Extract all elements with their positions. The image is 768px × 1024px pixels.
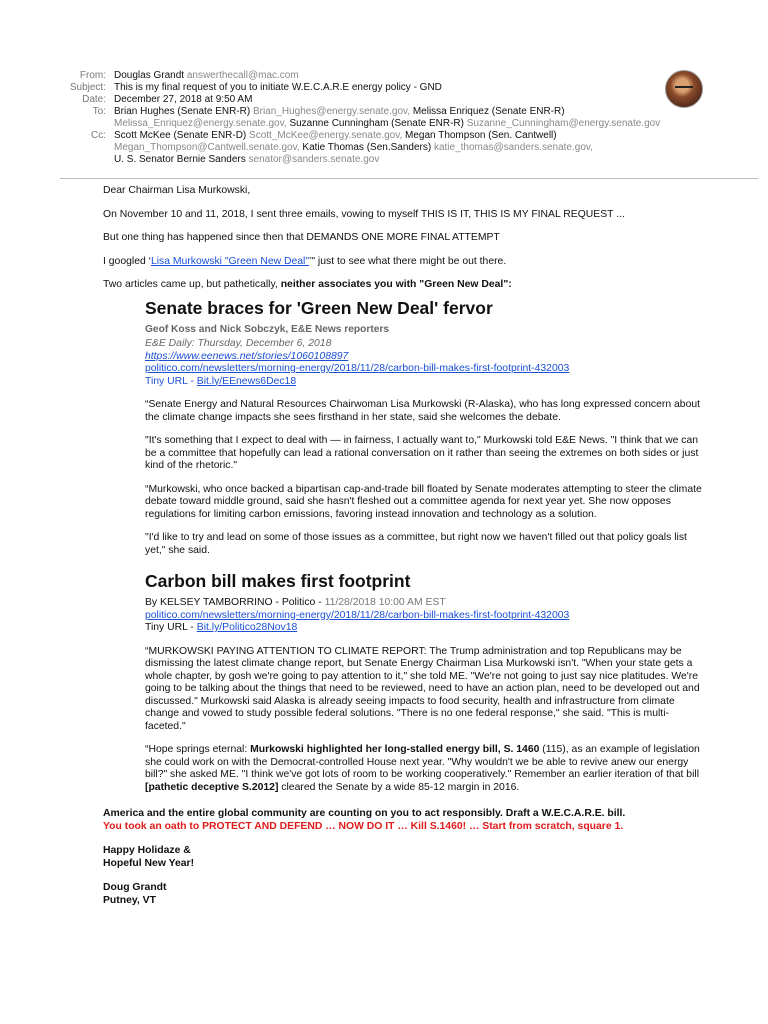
closing-line: America and the entire global community are counting on you to act responsibly. Draft a W.E.C.A.R.E. bill. (103, 808, 626, 819)
bold-text: neither associates you with "Green New Deal": (280, 279, 512, 290)
signoff-line: Happy Holidaze & (103, 845, 191, 856)
cc-email[interactable]: Megan_Thompson@Cantwell.senate.gov, (114, 142, 300, 153)
recipient-email[interactable]: Suzanne_Cunningham@energy.senate.gov (466, 118, 661, 129)
article-byline (145, 597, 705, 610)
tiny-url-label: Tiny URL - (145, 622, 197, 633)
paragraph: But one thing has happened since then that DEMANDS ONE MORE FINAL ATTEMPT (103, 232, 500, 243)
sender-avatar (665, 70, 703, 108)
cc-label: Cc: (91, 130, 106, 141)
tiny-url-link[interactable]: Bit.ly/Politico28Nov18 (196, 622, 298, 633)
article-title: Carbon bill makes first footprint (145, 571, 411, 591)
quote-paragraph: “MURKOWSKI PAYING ATTENTION TO CLIMATE REPORT: The Trump administration and top Republicans may be dismissing the latest climate change report, but Senate Energy Chairman Lisa Murkowski isn't. "When your state gets a whole chapter, by gosh we're going to pay attention to it," she told ME. "We're not going to just say nice platitudes. We're going to be talking about the things that need to be reviewed, need to have an action plan, need to be developed out and discussed." Murkowski said Alaska is already seeing impacts to food security, health and infrastructure from climate change and vowed to study possible federal solutions. "There is no one federal response," she said. "This is multi-faceted." (145, 645, 700, 732)
cc-name[interactable]: U. S. Senator Bernie Sanders (114, 154, 246, 165)
paragraph (103, 256, 703, 269)
to-row (0, 106, 768, 130)
quote-paragraph: "I'd like to try and lead on some of those issues as a committee, but right now we haven't filled out that policy goals list yet," she said. (145, 532, 687, 556)
quote-paragraph: "It's something that I expect to deal with — in fairness, I actually want to," Murkowski told E&E News. "I think that we can be a committee that hopefully can lead a rational conversation on it rather than seeing the extremes on both sides or just kind of the rhetoric." (145, 435, 699, 471)
text: (115), as an example of legislation she could work on with the Democrat-controlled House next year. "Why wouldn't we be able to revive anew our energy bill?" she asked ME. "I think we've got lots of room to be working cooperatively." Remember an earlier iteration of that bill (145, 744, 700, 780)
text: ’" just to see what there might be out there. (309, 255, 507, 267)
signature-name: Doug Grandt (103, 882, 167, 893)
date-label: Date: (82, 94, 106, 105)
cc-email[interactable]: senator@sanders.senate.gov (248, 154, 380, 165)
recipient-email[interactable]: Melissa_Enriquez@energy.senate.gov, (114, 118, 287, 129)
date-row (0, 94, 768, 106)
date-text: December 27, 2018 at 9:50 AM (114, 94, 253, 105)
article-byline: Geof Koss and Nick Sobczyk, E&E News reporters (145, 323, 390, 335)
tiny-url-link[interactable]: Bit.ly/EEnews6Dec18 (196, 375, 297, 387)
cc-row (0, 130, 768, 166)
cc-name[interactable]: Scott McKee (Senate ENR-D) (114, 130, 247, 141)
article-1 (145, 298, 705, 558)
text: “Hope springs eternal: (145, 744, 251, 755)
from-email[interactable]: answerthecall@mac.com (186, 70, 299, 81)
avatar-glasses (675, 86, 693, 92)
text: I googled ‘ (103, 255, 151, 267)
search-link[interactable]: Lisa Murkowski "Green New Deal" (150, 255, 310, 267)
byline-text: By KELSEY TAMBORRINO - Politico - (145, 597, 325, 608)
to-label: To: (92, 106, 106, 117)
cc-email[interactable]: katie_thomas@sanders.senate.gov, (433, 142, 593, 153)
article-dateline: E&E Daily: Thursday, December 6, 2018 (145, 338, 332, 349)
subject-label: Subject: (69, 82, 106, 93)
recipient-name[interactable]: Melissa Enriquez (Senate ENR-R) (412, 106, 565, 117)
cc-name[interactable]: Megan Thompson (Sen. Cantwell) (405, 130, 557, 141)
header-divider (60, 178, 758, 179)
from-label: From: (79, 70, 106, 81)
paragraph (103, 279, 703, 292)
byline-date: 11/28/2018 10:00 AM EST (324, 597, 446, 608)
cc-email[interactable]: Scott_McKee@energy.senate.gov, (249, 130, 403, 141)
bold-text: [pathetic deceptive S.2012] (145, 781, 279, 793)
recipient-email[interactable]: Brian_Hughes@energy.senate.gov, (252, 106, 411, 117)
tiny-url-label: Tiny URL - (145, 375, 197, 387)
cc-name[interactable]: Katie Thomas (Sen.Sanders) (302, 142, 432, 153)
quote-paragraph: “Senate Energy and Natural Resources Chairwoman Lisa Murkowski (R-Alaska), who has long expressed concern about the climate change impacts she sees firsthand in her state, said she welcomes the debate. (145, 399, 701, 423)
text: Two articles came up, but pathetically, (103, 279, 281, 290)
article-link[interactable]: politico.com/newsletters/morning-energy/2018/11/28/carbon-bill-makes-first-footprint-432003 (145, 609, 570, 621)
paragraph: On November 10 and 11, 2018, I sent three emails, vowing to myself THIS IS IT, THIS IS MY FINAL REQUEST ... (103, 208, 625, 220)
article-2 (145, 571, 705, 794)
article-title: Senate braces for 'Green New Deal' fervor (145, 297, 493, 318)
closing-red-line: You took an oath to PROTECT AND DEFEND … NOW DO IT … Kill S.1460! … Start from scratch, square 1. (103, 820, 624, 832)
bold-text: Murkowski highlighted her long-stalled energy bill, S. 1460 (250, 744, 540, 755)
from-row (0, 70, 768, 82)
quote-paragraph (145, 744, 705, 794)
recipient-name[interactable]: Brian Hughes (Senate ENR-R) (114, 106, 251, 117)
email-header (0, 70, 768, 166)
article-link[interactable]: https://www.eenews.net/stories/1060108897 (145, 350, 349, 362)
from-name[interactable]: Douglas Grandt (114, 70, 185, 81)
closing (103, 808, 703, 907)
greeting: Dear Chairman Lisa Murkowski, (103, 185, 251, 196)
signature-place: Putney, VT (103, 894, 156, 906)
subject-row (0, 82, 768, 94)
signoff-line: Hopeful New Year! (103, 857, 195, 869)
quote-paragraph: “Murkowski, who once backed a bipartisan cap-and-trade bill floated by Senate moderates attempting to steer the climate debate toward middle ground, said she hasn't fleshed out a committee agenda for next year yet. She now opposes regulations for limiting carbon emissions, favoring instead innovation and technology as a solution. (145, 483, 702, 520)
email-body (103, 185, 703, 907)
article-link[interactable]: politico.com/newsletters/morning-energy/2018/11/28/carbon-bill-makes-first-footprint-432003 (145, 363, 570, 374)
recipient-name[interactable]: Suzanne Cunningham (Senate ENR-R) (289, 118, 464, 129)
text: cleared the Senate by a wide 85-12 margin in 2016. (278, 781, 520, 793)
subject-text: This is my final request of you to initiate W.E.C.A.R.E energy policy - GND (114, 82, 442, 93)
